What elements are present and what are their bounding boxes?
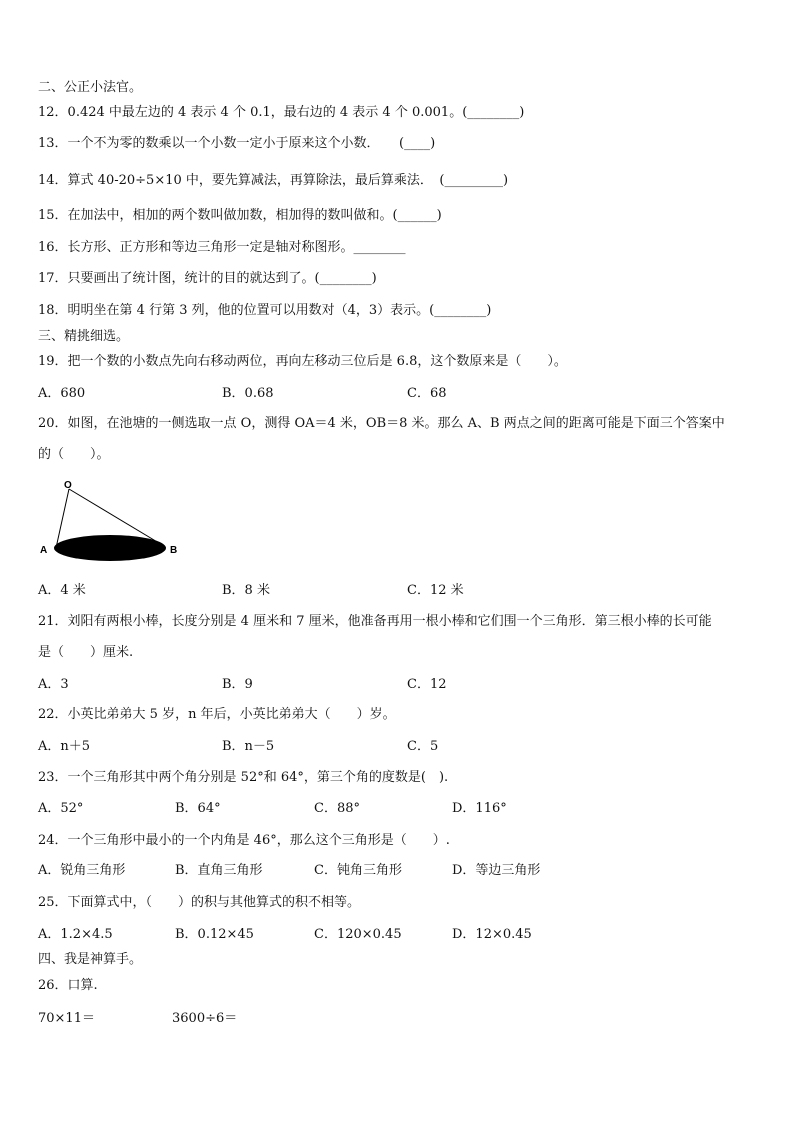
question-23-option-c: C．88°: [314, 801, 360, 816]
question-19-option-c: C．68: [407, 386, 447, 401]
question-22-option-c: C．5: [407, 739, 439, 754]
pond-ellipse: [54, 535, 166, 561]
question-21-option-a: A．3: [38, 677, 69, 692]
question-25-option-c: C．120×0.45: [314, 927, 402, 942]
question-22-stem: 22．小英比弟弟大 5 岁，n 年后，小英比弟弟大（ ）岁。: [38, 707, 396, 722]
question-20-option-a: A．4 米: [38, 583, 86, 598]
question-20-option-b: B．8 米: [222, 583, 270, 598]
question-25-option-d: D．12×0.45: [452, 927, 532, 942]
question-19-option-a: A．680: [38, 386, 86, 401]
question-26-stem: 26．口算.: [38, 978, 98, 993]
question-23-option-a: A．52°: [38, 801, 84, 816]
question-20-stem-line2: 的（ ）。: [38, 447, 110, 462]
question-21-stem-line1: 21．刘阳有两根小棒，长度分别是 4 厘米和 7 厘米，他准备再用一根小棒和它们围一个三角形．第三根小棒的长可能: [38, 614, 712, 629]
pond-figure: [36, 474, 196, 566]
question-24-option-b: B．直角三角形: [175, 863, 263, 878]
question-23-stem: 23．一个三角形其中两个角分别是 52°和 64°，第三个角的度数是( ).: [38, 770, 449, 785]
question-16: 16．长方形、正方形和等边三角形一定是轴对称图形。________: [38, 240, 406, 255]
question-24-option-a: A．锐角三角形: [38, 863, 126, 878]
question-24-stem: 24．一个三角形中最小的一个内角是 46°，那么这个三角形是（ ）.: [38, 833, 450, 848]
point-label-b: B: [170, 545, 178, 556]
question-26-expression-2: 3600÷6＝: [172, 1011, 238, 1026]
question-22-option-b: B．n－5: [222, 739, 275, 754]
question-13: 13．一个不为零的数乘以一个小数一定小于原来这个小数． (____): [38, 136, 436, 151]
question-14: 14．算式 40-20÷5×10 中，要先算减法，再算除法，最后算乘法． (_________): [38, 173, 509, 188]
question-25-option-a: A．1.2×4.5: [38, 927, 113, 942]
question-12: 12．0.424 中最左边的 4 表示 4 个 0.1，最右边的 4 表示 4 个 0.001。(________): [38, 105, 525, 120]
point-label-o: O: [64, 480, 72, 491]
section-heading-4: 四、我是神算手。: [38, 952, 143, 967]
point-label-a: A: [40, 545, 48, 556]
question-15: 15．在加法中，相加的两个数叫做加数，相加得的数叫做和。(______): [38, 208, 442, 223]
question-19-stem: 19．把一个数的小数点先向右移动两位，再向左移动三位后是 6.8，这个数原来是（ ）。: [38, 354, 567, 369]
question-21-option-c: C．12: [407, 677, 447, 692]
question-23-option-b: B．64°: [175, 801, 221, 816]
question-26-expression-1: 70×11＝: [38, 1011, 95, 1026]
question-23-option-d: D．116°: [452, 801, 507, 816]
question-24-option-c: C．钝角三角形: [314, 863, 402, 878]
question-21-stem-line2: 是（ ）厘米.: [38, 645, 134, 660]
question-19-option-b: B．0.68: [222, 386, 274, 401]
question-21-option-b: B．9: [222, 677, 253, 692]
question-17: 17．只要画出了统计图，统计的目的就达到了。(________): [38, 271, 377, 286]
question-24-option-d: D．等边三角形: [452, 863, 541, 878]
question-22-option-a: A．n＋5: [38, 739, 91, 754]
segment-oa: [56, 489, 69, 548]
section-heading-3: 三、精挑细选。: [38, 329, 130, 344]
question-20-option-c: C．12 米: [407, 583, 464, 598]
question-25-stem: 25．下面算式中，（ ）的积与其他算式的积不相等。: [38, 895, 361, 910]
question-25-option-b: B．0.12×45: [175, 927, 254, 942]
question-20-stem-line1: 20．如图，在池塘的一侧选取一点 O，测得 OA＝4 米，OB＝8 米。那么 A、B 两点之间的距离可能是下面三个答案中: [38, 416, 725, 431]
question-18: 18．明明坐在第 4 行第 3 列，他的位置可以用数对（4，3）表示。(________): [38, 303, 492, 318]
section-heading-2: 二、公正小法官。: [38, 80, 143, 95]
